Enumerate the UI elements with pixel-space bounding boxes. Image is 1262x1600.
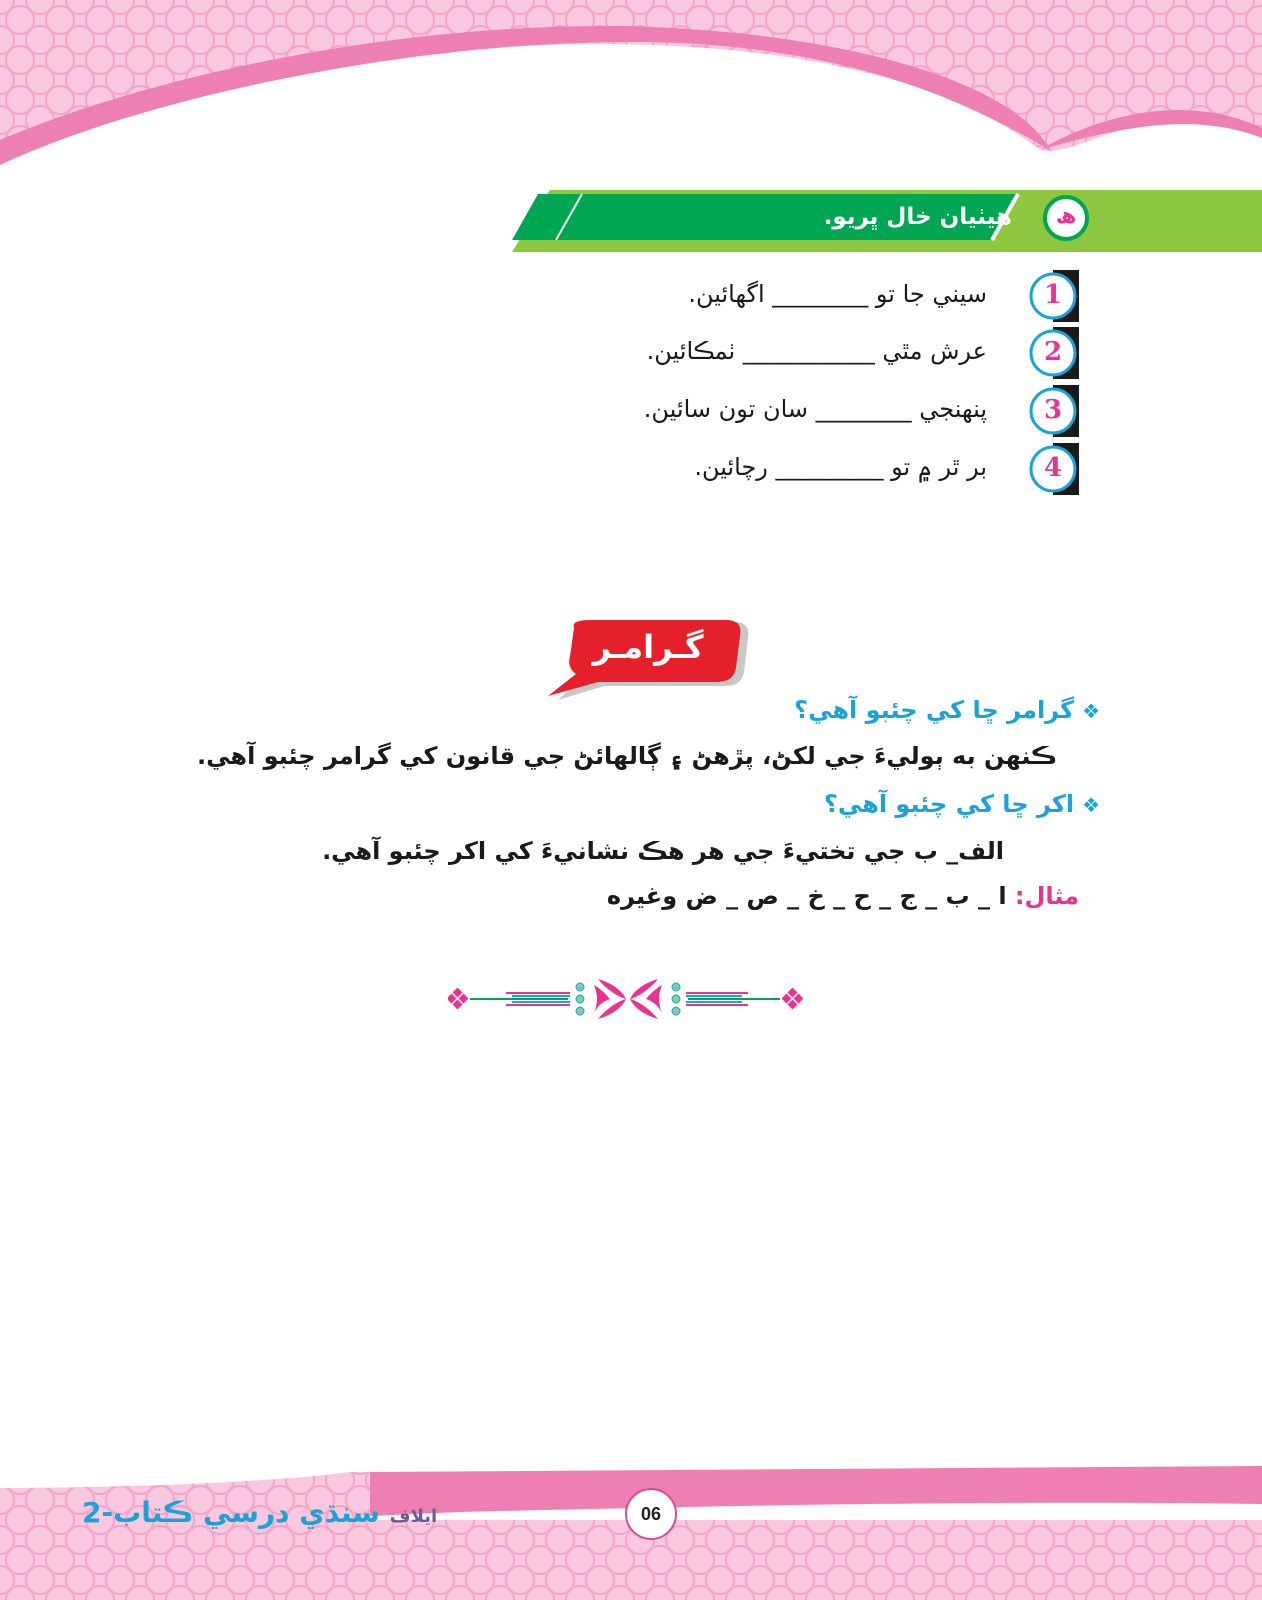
book-title-text: سنڌي درسي ڪتاب-2 — [82, 1496, 380, 1529]
ornament-divider — [448, 975, 808, 1025]
book-title-brand: ايلاف — [389, 1506, 438, 1527]
diamond-bullet-icon: ❖ — [1082, 793, 1100, 817]
exercise-text: سيني جا تو ________ اگهائين. — [688, 280, 987, 308]
example-line — [607, 882, 1079, 910]
question-1 — [794, 696, 1100, 724]
example-text: ا _ ب _ ج _ ح _ خ _ ص _ ض وغيره — [606, 882, 1007, 910]
exercise-item — [379, 443, 1079, 495]
exercise-number: 3 — [1043, 395, 1063, 425]
exercise-item — [379, 270, 1079, 322]
grammar-badge-label: گـرامـر — [592, 628, 704, 666]
exercise-text: بر ٿر ۾ تو _________ رچائين. — [694, 453, 987, 481]
exercise-number: 1 — [1043, 280, 1063, 310]
answer-2: الف_ ب جي تختيءَ جي هر هڪ نشانيءَ کي اکر چئبو آهي. — [322, 837, 1004, 865]
page-number: 06 — [625, 1488, 677, 1540]
section-letter: ھ — [1055, 204, 1077, 229]
exercise-text: عرش مٿي ___________ ٺمڪائين. — [646, 337, 987, 365]
section-header — [512, 190, 1262, 252]
grammar-badge — [548, 620, 758, 700]
header-decoration — [0, 0, 1262, 210]
section-title: هيٺيان خال ڀريو. — [823, 204, 1012, 230]
diamond-bullet-icon: ❖ — [1082, 699, 1100, 723]
exercise-text: پنهنجي ________ سان تون سائين. — [643, 395, 987, 423]
book-title — [82, 1496, 437, 1529]
exercise-number: 2 — [1043, 337, 1063, 367]
answer-1: ڪنهن به ٻوليءَ جي لکڻ، پڙهڻ ۽ ڳالهائڻ جي قانون کي گرامر چئبو آهي. — [197, 742, 1057, 770]
question-2 — [824, 790, 1100, 818]
exercise-item — [379, 327, 1079, 379]
question-1-text: گرامر ڇا کي چئبو آهي؟ — [794, 696, 1075, 724]
exercise-item — [379, 385, 1079, 437]
example-label: مثال: — [1014, 882, 1079, 910]
exercise-number: 4 — [1043, 453, 1063, 483]
question-2-text: اکر ڇا کي چئبو آهي؟ — [823, 790, 1075, 818]
